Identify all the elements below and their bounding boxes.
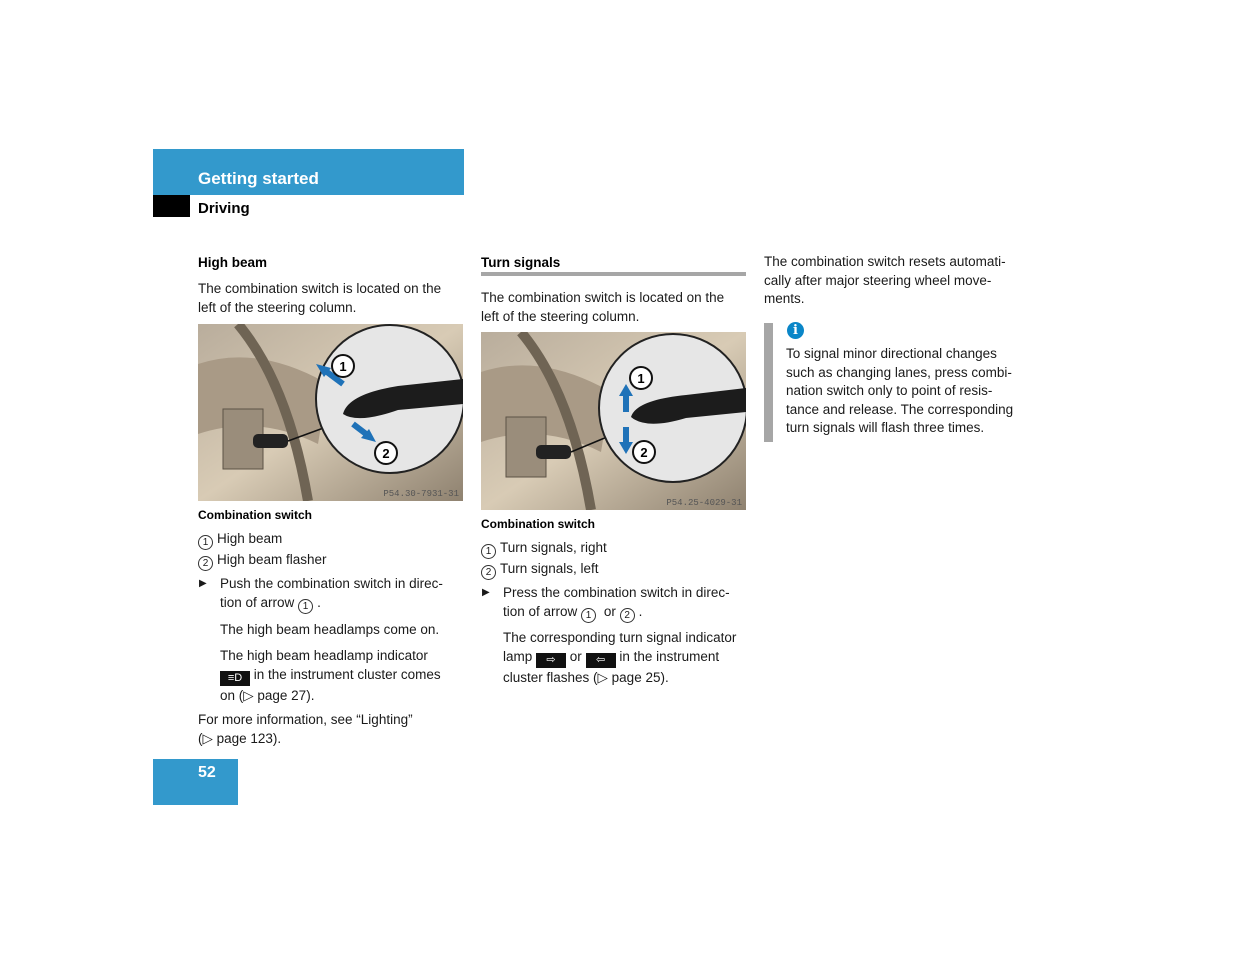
section-marker [153, 195, 190, 217]
high-beam-intro: The combination switch is located on the left of the steering column. [198, 281, 442, 315]
high-beam-step: Push the combination switch in direc- tion of arrow 1 . [220, 576, 443, 612]
high-beam-legend [198, 529, 327, 571]
turn-signals-photo [481, 332, 746, 510]
legend-item: 1 Turn signals, right [481, 538, 607, 559]
heading-rule [481, 272, 746, 276]
legend-item: 1 High beam [198, 529, 327, 550]
svg-text:1: 1 [637, 371, 645, 386]
turn-right-indicator-icon: ⇨ [536, 653, 566, 668]
turn-left-indicator-icon: ⇦ [586, 653, 616, 668]
turn-signals-result: The corresponding turn signal indicator lamp ⇨ or ⇦ in the instrument cluster flashes (▷ page 25). [503, 630, 737, 685]
high-beam-result2: The high beam headlamp indicator ≡D in the instrument cluster comes on (▷ page 27). [220, 648, 441, 703]
bullet-icon: ▶ [199, 578, 207, 589]
high-beam-photo [198, 324, 463, 501]
reset-note: The combination switch resets automati- cally after major steering wheel move- ments. [764, 254, 1006, 306]
image-code: P54.25-4029-31 [666, 498, 742, 508]
combination-switch-image [198, 324, 463, 501]
info-icon: i [787, 322, 804, 339]
combination-switch-image [481, 332, 746, 510]
section-title: Getting started [198, 169, 319, 188]
turn-signals-legend [481, 538, 607, 580]
svg-text:2: 2 [382, 446, 390, 461]
page-number-box [153, 759, 238, 805]
page-number: 52 [198, 764, 216, 781]
svg-text:2: 2 [640, 445, 648, 460]
image-code: P54.30-7931-31 [383, 489, 459, 499]
info-bar [764, 323, 773, 442]
high-beam-indicator-icon: ≡D [220, 671, 250, 686]
turn-signals-heading: Turn signals [481, 255, 561, 270]
legend-item: 2 Turn signals, left [481, 559, 607, 580]
bullet-icon: ▶ [482, 587, 490, 598]
turn-signals-intro: The combination switch is located on the left of the steering column. [481, 290, 725, 324]
turn-signals-caption: Combination switch [481, 517, 595, 531]
turn-signals-step: Press the combination switch in direc- tion of arrow 1 or 2 . [503, 585, 730, 621]
svg-text:1: 1 [339, 359, 347, 374]
high-beam-caption: Combination switch [198, 508, 312, 522]
legend-item: 2 High beam flasher [198, 550, 327, 571]
subsection-title: Driving [198, 200, 250, 217]
high-beam-heading: High beam [198, 255, 268, 270]
high-beam-more: For more information, see “Lighting” (▷ page 123). [198, 712, 413, 746]
info-text: To signal minor directional changes such as changing lanes, press combi- nation switch only to point of resis- tance and release. The corresponding turn signals will flash three times. [786, 346, 1014, 435]
high-beam-result1: The high beam headlamps come on. [220, 622, 440, 637]
